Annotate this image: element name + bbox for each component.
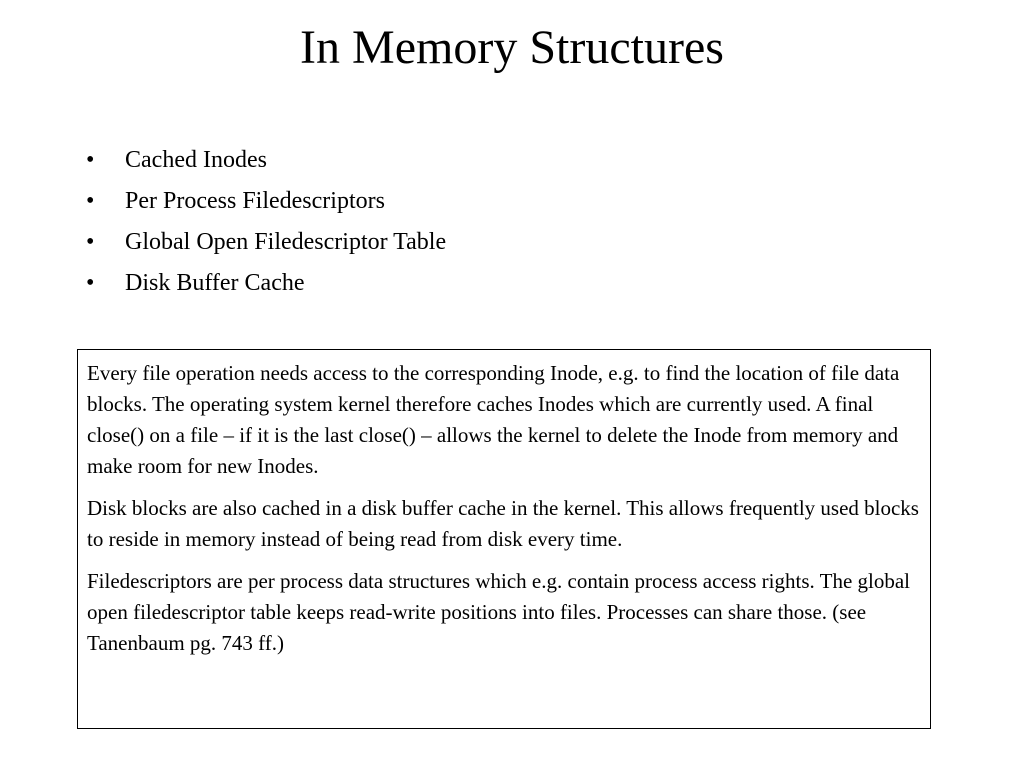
bullet-item [86,140,446,181]
notes-box [77,349,931,729]
bullet-icon: • [86,147,95,173]
bullet-list [86,140,446,304]
bullet-text: Global Open Filedescriptor Table [125,229,447,255]
bullet-icon: • [86,188,95,214]
note-paragraph: Filedescriptors are per process data structures which e.g. contain process access rights. The global open filedescriptor table keeps read-write positions into files. Processes can share those. (see Tanenbaum pg. 743 ff.) [87,569,911,655]
bullet-text: Cached Inodes [125,147,267,173]
bullet-item [86,222,446,263]
slide-title: In Memory Structures [300,21,724,74]
bullet-item [86,181,446,222]
bullet-icon: • [86,229,95,255]
bullet-text: Per Process Filedescriptors [125,188,385,214]
note-paragraph: Every file operation needs access to the corresponding Inode, e.g. to find the location of file data blocks. The operating system kernel therefore caches Inodes which are currently used. A final close() on a file – if it is the last close() – allows the kernel to delete the Inode from memory and make room for new Inodes. [87,361,900,478]
bullet-text: Disk Buffer Cache [125,270,305,296]
bullet-item [86,263,446,304]
note-paragraph: Disk blocks are also cached in a disk buffer cache in the kernel. This allows frequently used blocks to reside in memory instead of being read from disk every time. [87,496,919,551]
bullet-icon: • [86,270,95,296]
